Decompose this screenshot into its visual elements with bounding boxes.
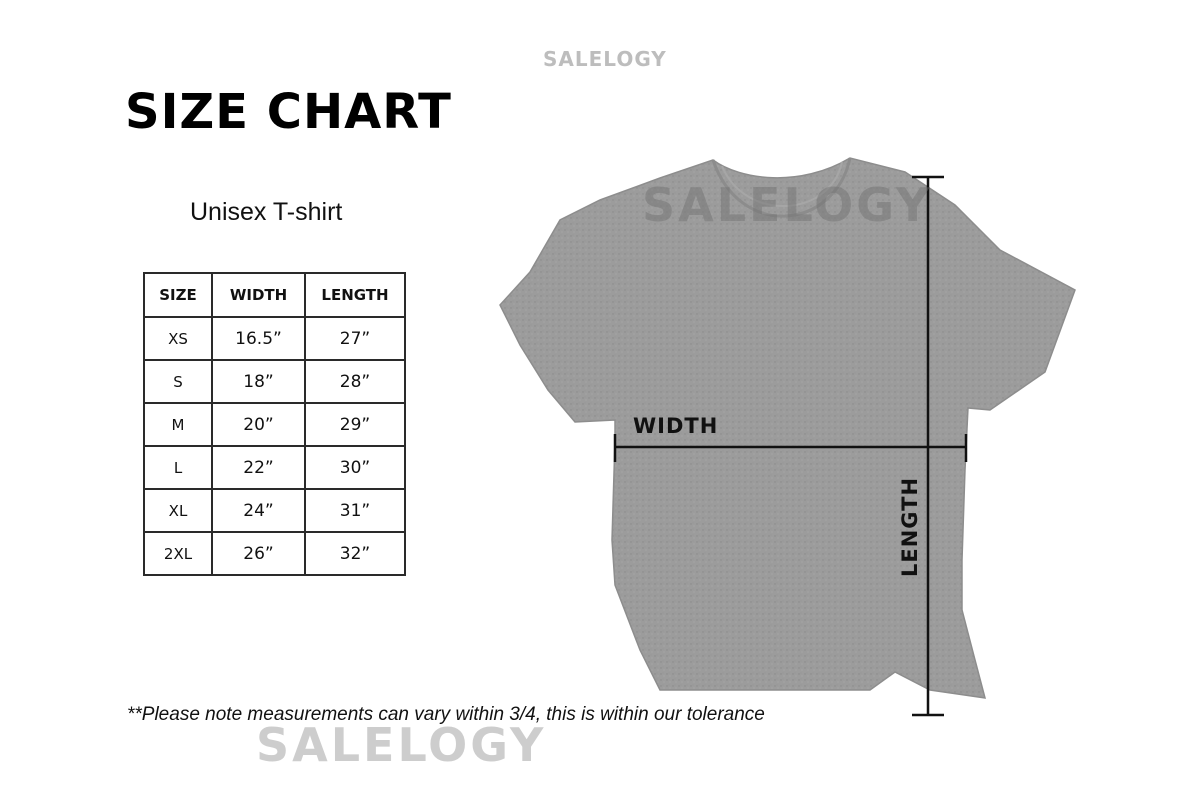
length-cell: 28” <box>305 360 405 403</box>
watermark-shirt: SALELOGY <box>642 178 933 232</box>
width-cell: 24” <box>212 489 305 532</box>
tshirt-body <box>500 158 1075 698</box>
width-cell: 18” <box>212 360 305 403</box>
length-cell: 29” <box>305 403 405 446</box>
size-cell: 2XL <box>144 532 212 575</box>
size-cell: XL <box>144 489 212 532</box>
length-cell: 27” <box>305 317 405 360</box>
length-cell: 31” <box>305 489 405 532</box>
length-cell: 32” <box>305 532 405 575</box>
size-cell: XS <box>144 317 212 360</box>
watermark-bottom: SALELOGY <box>256 718 547 772</box>
size-cell: S <box>144 360 212 403</box>
tolerance-note: **Please note measurements can vary within 3/4, this is within our tolerance <box>127 704 765 725</box>
width-cell: 20” <box>212 403 305 446</box>
header-width: WIDTH <box>212 273 305 317</box>
length-label: LENGTH <box>898 476 922 577</box>
width-cell: 16.5” <box>212 317 305 360</box>
header-length: LENGTH <box>305 273 405 317</box>
page-title: SIZE CHART <box>125 84 452 140</box>
width-label: WIDTH <box>633 414 719 438</box>
brand-logo-text: SALELOGY <box>543 47 667 71</box>
length-cell: 30” <box>305 446 405 489</box>
size-cell: M <box>144 403 212 446</box>
width-cell: 22” <box>212 446 305 489</box>
header-size: SIZE <box>144 273 212 317</box>
product-subtitle: Unisex T-shirt <box>190 198 343 226</box>
size-cell: L <box>144 446 212 489</box>
width-cell: 26” <box>212 532 305 575</box>
